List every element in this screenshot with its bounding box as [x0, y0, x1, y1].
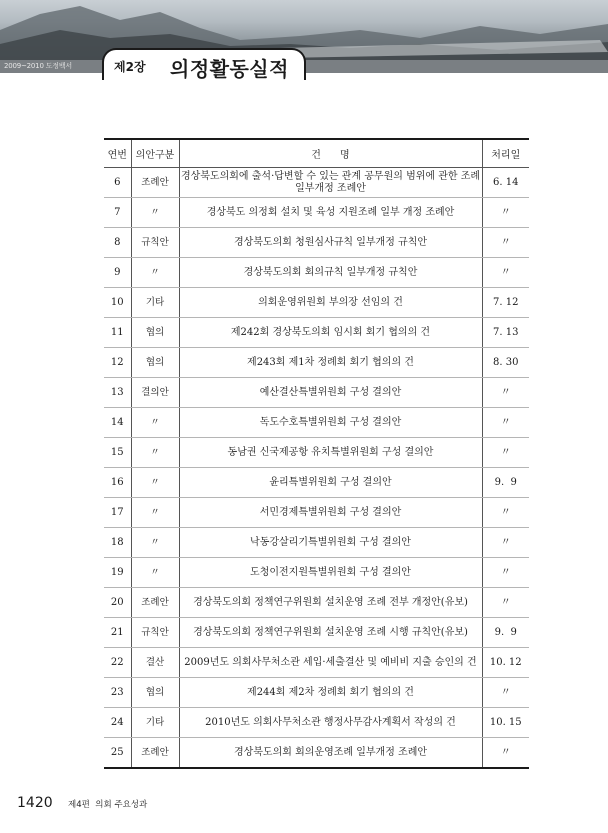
table-row	[104, 318, 529, 348]
cell-type: 규칙안	[131, 618, 179, 648]
cell-date: 9. 9	[482, 618, 529, 648]
cell-date: 〃	[482, 738, 529, 769]
column-header-no: 연번	[104, 139, 131, 168]
cell-type: 조례안	[131, 588, 179, 618]
cell-type: 〃	[131, 408, 179, 438]
cell-type: 규칙안	[131, 228, 179, 258]
cell-date: 〃	[482, 438, 529, 468]
cell-type: 기타	[131, 708, 179, 738]
cell-no: 11	[104, 318, 131, 348]
cell-title: 경상북도의회에 출석·답변할 수 있는 관계 공무원의 범위에 관한 조례 일부개정 조례안	[179, 168, 482, 198]
table-row	[104, 528, 529, 558]
cell-date: 〃	[482, 378, 529, 408]
cell-date: 9. 9	[482, 468, 529, 498]
table-row	[104, 438, 529, 468]
table-row	[104, 498, 529, 528]
column-header-date: 처리일	[482, 139, 529, 168]
cell-type: 〃	[131, 438, 179, 468]
cell-no: 8	[104, 228, 131, 258]
cell-type: 〃	[131, 468, 179, 498]
cell-no: 25	[104, 738, 131, 769]
table-row	[104, 708, 529, 738]
cell-no: 14	[104, 408, 131, 438]
cell-title: 경상북도 의정회 설치 및 육성 지원조례 일부 개정 조례안	[179, 198, 482, 228]
page-number: 1420	[17, 795, 53, 811]
cell-title: 낙동강살리기특별위원회 구성 결의안	[179, 528, 482, 558]
cell-no: 10	[104, 288, 131, 318]
cell-type: 기타	[131, 288, 179, 318]
cell-date: 〃	[482, 588, 529, 618]
chapter-title: 의정활동실적	[170, 57, 289, 81]
header-landscape-photo	[0, 0, 608, 62]
cell-title: 제243회 제1차 정례회 회기 협의의 건	[179, 348, 482, 378]
cell-title: 독도수호특별위원회 구성 결의안	[179, 408, 482, 438]
cell-title: 의회운영위원회 부의장 선임의 건	[179, 288, 482, 318]
cell-title: 2010년도 의회사무처소관 행정사무감사계획서 작성의 건	[179, 708, 482, 738]
cell-date: 〃	[482, 198, 529, 228]
table-row	[104, 558, 529, 588]
cell-date: 10. 12	[482, 648, 529, 678]
cell-title: 경상북도의회 정책연구위원회 설치운영 조례 전부 개정안(유보)	[179, 588, 482, 618]
cell-no: 9	[104, 258, 131, 288]
cell-title: 동남권 신국제공항 유치특별위원회 구성 결의안	[179, 438, 482, 468]
cell-type: 〃	[131, 258, 179, 288]
cell-title: 서민경제특별위원회 구성 결의안	[179, 498, 482, 528]
cell-type: 〃	[131, 198, 179, 228]
table-row	[104, 408, 529, 438]
cell-title: 2009년도 의회사무처소관 세입·세출결산 및 예비비 지출 승인의 건	[179, 648, 482, 678]
cell-date: 〃	[482, 258, 529, 288]
cell-title: 예산결산특별위원회 구성 결의안	[179, 378, 482, 408]
cell-title: 제242회 경상북도의회 임시회 회기 협의의 건	[179, 318, 482, 348]
table-row	[104, 198, 529, 228]
cell-date: 7. 12	[482, 288, 529, 318]
cell-no: 7	[104, 198, 131, 228]
cell-no: 22	[104, 648, 131, 678]
table-row	[104, 348, 529, 378]
table-header-row	[104, 139, 529, 168]
cell-type: 협의	[131, 348, 179, 378]
cell-no: 19	[104, 558, 131, 588]
cell-title: 경상북도의회 정책연구위원회 설치운영 조례 시행 규칙안(유보)	[179, 618, 482, 648]
cell-type: 협의	[131, 318, 179, 348]
cell-date: 〃	[482, 498, 529, 528]
table-row	[104, 378, 529, 408]
cell-type: 조례안	[131, 168, 179, 198]
table-row	[104, 228, 529, 258]
cell-no: 6	[104, 168, 131, 198]
cell-no: 20	[104, 588, 131, 618]
column-header-title: 건 명	[179, 139, 482, 168]
cell-no: 13	[104, 378, 131, 408]
cell-no: 24	[104, 708, 131, 738]
table-row	[104, 168, 529, 198]
cell-date: 〃	[482, 528, 529, 558]
cell-date: 6. 14	[482, 168, 529, 198]
agenda-table	[104, 138, 529, 769]
cell-no: 16	[104, 468, 131, 498]
cell-no: 23	[104, 678, 131, 708]
cell-date: 〃	[482, 678, 529, 708]
cell-type: 협의	[131, 678, 179, 708]
cell-date: 7. 13	[482, 318, 529, 348]
table-row	[104, 738, 529, 769]
cell-title: 도청이전지원특별위원회 구성 결의안	[179, 558, 482, 588]
cell-title: 윤리특별위원회 구성 결의안	[179, 468, 482, 498]
cell-type: 〃	[131, 528, 179, 558]
cell-type: 결산	[131, 648, 179, 678]
cell-no: 12	[104, 348, 131, 378]
cell-title: 제244회 제2차 정례회 회기 협의의 건	[179, 678, 482, 708]
cell-date: 〃	[482, 408, 529, 438]
cell-type: 결의안	[131, 378, 179, 408]
cell-date: 〃	[482, 558, 529, 588]
cell-no: 15	[104, 438, 131, 468]
table-row	[104, 648, 529, 678]
cell-title: 경상북도의회 청원심사규칙 일부개정 규칙안	[179, 228, 482, 258]
cell-no: 18	[104, 528, 131, 558]
footer-section: 제4편 의회 주요성과	[68, 800, 148, 810]
cell-title: 경상북도의회 회의규칙 일부개정 규칙안	[179, 258, 482, 288]
cell-type: 〃	[131, 558, 179, 588]
cell-date: 〃	[482, 228, 529, 258]
cell-type: 조례안	[131, 738, 179, 769]
table-row	[104, 618, 529, 648]
table-row	[104, 678, 529, 708]
column-header-type: 의안구분	[131, 139, 179, 168]
cell-title: 경상북도의회 회의운영조례 일부개정 조례안	[179, 738, 482, 769]
table-row	[104, 258, 529, 288]
cell-type: 〃	[131, 498, 179, 528]
chapter-number: 제2장	[114, 60, 146, 74]
book-tag: 2009~2010 도정백서	[4, 62, 72, 70]
table-row	[104, 288, 529, 318]
cell-no: 21	[104, 618, 131, 648]
cell-no: 17	[104, 498, 131, 528]
table-row	[104, 468, 529, 498]
cell-date: 10. 15	[482, 708, 529, 738]
cell-date: 8. 30	[482, 348, 529, 378]
table-row	[104, 588, 529, 618]
